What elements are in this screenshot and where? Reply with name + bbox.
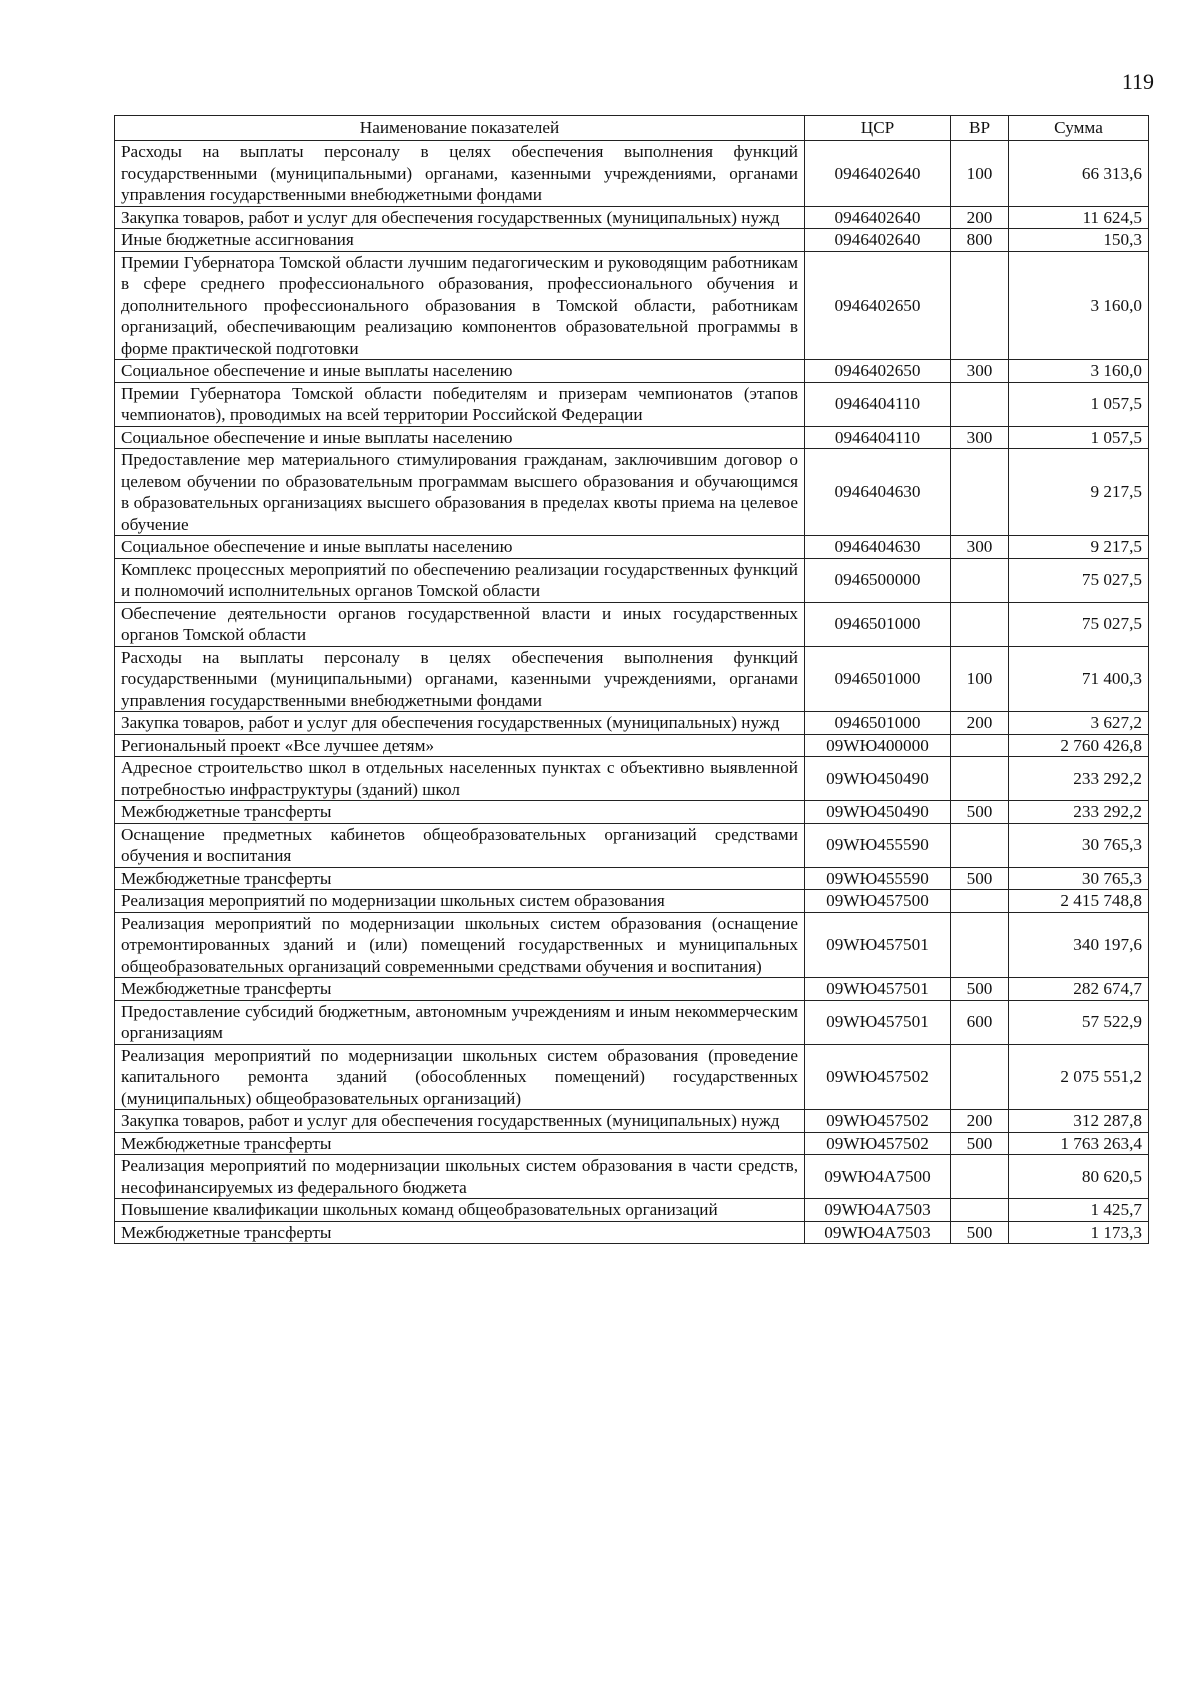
indicator-name-cell: Закупка товаров, работ и услуг для обеспечения государственных (муниципальных) нужд (115, 206, 805, 229)
table-row (115, 757, 1149, 801)
csr-code-cell: 09WЮ4A7503 (805, 1199, 951, 1222)
indicator-name-cell: Социальное обеспечение и иные выплаты населению (115, 360, 805, 383)
csr-code-cell: 09WЮ450490 (805, 801, 951, 824)
indicator-name-cell: Предоставление мер материального стимулирования гражданам, заключившим договор о целевом обучении по образовательным программам высшего образования и обучающимся в образовательных организациях высшего образования в пределах квоты приема на целевое обучение (115, 449, 805, 536)
csr-code-cell: 09WЮ4A7503 (805, 1221, 951, 1244)
amount-cell: 9 217,5 (1009, 449, 1149, 536)
vr-code-cell: 500 (951, 1221, 1009, 1244)
csr-code-cell: 09WЮ457501 (805, 1000, 951, 1044)
table-row (115, 1221, 1149, 1244)
column-header-sum: Сумма (1009, 116, 1149, 141)
amount-cell: 1 057,5 (1009, 382, 1149, 426)
vr-code-cell: 300 (951, 360, 1009, 383)
amount-cell: 1 057,5 (1009, 426, 1149, 449)
csr-code-cell: 09WЮ457502 (805, 1132, 951, 1155)
amount-cell: 71 400,3 (1009, 646, 1149, 712)
vr-code-cell (951, 1044, 1009, 1110)
table-row (115, 1132, 1149, 1155)
vr-code-cell (951, 823, 1009, 867)
table-header-row (115, 116, 1149, 141)
indicator-name-cell: Межбюджетные трансферты (115, 1132, 805, 1155)
page-number: 119 (1121, 69, 1154, 94)
amount-cell: 1 425,7 (1009, 1199, 1149, 1222)
vr-code-cell (951, 449, 1009, 536)
vr-code-cell: 100 (951, 646, 1009, 712)
csr-code-cell: 09WЮ457502 (805, 1110, 951, 1133)
csr-code-cell: 0946404110 (805, 382, 951, 426)
vr-code-cell: 500 (951, 867, 1009, 890)
csr-code-cell: 0946404630 (805, 449, 951, 536)
csr-code-cell: 0946404110 (805, 426, 951, 449)
table-row (115, 1000, 1149, 1044)
vr-code-cell: 500 (951, 1132, 1009, 1155)
vr-code-cell: 600 (951, 1000, 1009, 1044)
table-row (115, 536, 1149, 559)
csr-code-cell: 09WЮ457500 (805, 890, 951, 913)
indicator-name-cell: Обеспечение деятельности органов государственной власти и иных государственных органов Томской области (115, 602, 805, 646)
amount-cell: 312 287,8 (1009, 1110, 1149, 1133)
table-row (115, 646, 1149, 712)
vr-code-cell (951, 757, 1009, 801)
csr-code-cell: 09WЮ455590 (805, 867, 951, 890)
amount-cell: 233 292,2 (1009, 801, 1149, 824)
vr-code-cell: 500 (951, 978, 1009, 1001)
amount-cell: 2 760 426,8 (1009, 734, 1149, 757)
table-row (115, 712, 1149, 735)
table-row (115, 912, 1149, 978)
column-header-name: Наименование показателей (115, 116, 805, 141)
table-row (115, 734, 1149, 757)
indicator-name-cell: Реализация мероприятий по модернизации школьных систем образования (оснащение отремонтированных зданий и (или) помещений государственных и муниципальных общеобразовательных организаций современными средствами обучения и воспитания) (115, 912, 805, 978)
vr-code-cell: 300 (951, 426, 1009, 449)
indicator-name-cell: Межбюджетные трансферты (115, 978, 805, 1001)
amount-cell: 1 173,3 (1009, 1221, 1149, 1244)
amount-cell: 1 763 263,4 (1009, 1132, 1149, 1155)
csr-code-cell: 0946402650 (805, 251, 951, 360)
indicator-name-cell: Реализация мероприятий по модернизации школьных систем образования (115, 890, 805, 913)
amount-cell: 66 313,6 (1009, 141, 1149, 207)
indicator-name-cell: Социальное обеспечение и иные выплаты населению (115, 426, 805, 449)
amount-cell: 75 027,5 (1009, 558, 1149, 602)
csr-code-cell: 0946404630 (805, 536, 951, 559)
csr-code-cell: 0946402640 (805, 141, 951, 207)
csr-code-cell: 0946501000 (805, 646, 951, 712)
indicator-name-cell: Комплекс процессных мероприятий по обеспечению реализации государственных функций и полномочий исполнительных органов Томской области (115, 558, 805, 602)
indicator-name-cell: Межбюджетные трансферты (115, 1221, 805, 1244)
vr-code-cell: 500 (951, 801, 1009, 824)
table-row (115, 141, 1149, 207)
amount-cell: 9 217,5 (1009, 536, 1149, 559)
indicator-name-cell: Предоставление субсидий бюджетным, автономным учреждениям и иным некоммерческим организациям (115, 1000, 805, 1044)
csr-code-cell: 0946402640 (805, 206, 951, 229)
table-row (115, 801, 1149, 824)
indicator-name-cell: Реализация мероприятий по модернизации школьных систем образования в части средств, несофинансируемых из федерального бюджета (115, 1155, 805, 1199)
indicator-name-cell: Региональный проект «Все лучшее детям» (115, 734, 805, 757)
csr-code-cell: 0946501000 (805, 712, 951, 735)
table-row (115, 823, 1149, 867)
indicator-name-cell: Расходы на выплаты персоналу в целях обеспечения выполнения функций государственными (муниципальными) органами, казенными учреждениями, органами управления государственными внебюджетными фондами (115, 141, 805, 207)
indicator-name-cell: Реализация мероприятий по модернизации школьных систем образования (проведение капитального ремонта зданий (обособленных помещений) государственных (муниципальных) общеобразовательных организаций) (115, 1044, 805, 1110)
table-row (115, 1155, 1149, 1199)
indicator-name-cell: Закупка товаров, работ и услуг для обеспечения государственных (муниципальных) нужд (115, 1110, 805, 1133)
csr-code-cell: 0946500000 (805, 558, 951, 602)
table-row (115, 426, 1149, 449)
vr-code-cell: 300 (951, 536, 1009, 559)
csr-code-cell: 0946402640 (805, 229, 951, 252)
vr-code-cell (951, 912, 1009, 978)
amount-cell: 75 027,5 (1009, 602, 1149, 646)
amount-cell: 150,3 (1009, 229, 1149, 252)
vr-code-cell (951, 1199, 1009, 1222)
vr-code-cell: 200 (951, 1110, 1009, 1133)
csr-code-cell: 09WЮ457501 (805, 978, 951, 1001)
table-row (115, 449, 1149, 536)
csr-code-cell: 09WЮ455590 (805, 823, 951, 867)
vr-code-cell: 200 (951, 712, 1009, 735)
indicator-name-cell: Межбюджетные трансферты (115, 801, 805, 824)
csr-code-cell: 09WЮ4A7500 (805, 1155, 951, 1199)
indicator-name-cell: Закупка товаров, работ и услуг для обеспечения государственных (муниципальных) нужд (115, 712, 805, 735)
vr-code-cell (951, 734, 1009, 757)
csr-code-cell: 09WЮ400000 (805, 734, 951, 757)
vr-code-cell: 100 (951, 141, 1009, 207)
amount-cell: 282 674,7 (1009, 978, 1149, 1001)
amount-cell: 340 197,6 (1009, 912, 1149, 978)
vr-code-cell (951, 1155, 1009, 1199)
vr-code-cell (951, 251, 1009, 360)
table-row (115, 1044, 1149, 1110)
budget-table (114, 115, 1149, 1244)
amount-cell: 2 415 748,8 (1009, 890, 1149, 913)
column-header-csr: ЦСР (805, 116, 951, 141)
amount-cell: 2 075 551,2 (1009, 1044, 1149, 1110)
amount-cell: 3 627,2 (1009, 712, 1149, 735)
amount-cell: 233 292,2 (1009, 757, 1149, 801)
csr-code-cell: 09WЮ450490 (805, 757, 951, 801)
table-row (115, 382, 1149, 426)
amount-cell: 3 160,0 (1009, 360, 1149, 383)
indicator-name-cell: Оснащение предметных кабинетов общеобразовательных организаций средствами обучения и воспитания (115, 823, 805, 867)
amount-cell: 80 620,5 (1009, 1155, 1149, 1199)
vr-code-cell: 800 (951, 229, 1009, 252)
amount-cell: 3 160,0 (1009, 251, 1149, 360)
csr-code-cell: 0946501000 (805, 602, 951, 646)
amount-cell: 57 522,9 (1009, 1000, 1149, 1044)
table-row (115, 602, 1149, 646)
table-row (115, 1199, 1149, 1222)
table-row (115, 206, 1149, 229)
vr-code-cell: 200 (951, 206, 1009, 229)
column-header-vr: ВР (951, 116, 1009, 141)
table-row (115, 558, 1149, 602)
indicator-name-cell: Иные бюджетные ассигнования (115, 229, 805, 252)
amount-cell: 30 765,3 (1009, 823, 1149, 867)
indicator-name-cell: Адресное строительство школ в отдельных населенных пунктах с объективно выявленной потребностью инфраструктуры (зданий) школ (115, 757, 805, 801)
table-row (115, 867, 1149, 890)
table-row (115, 229, 1149, 252)
indicator-name-cell: Социальное обеспечение и иные выплаты населению (115, 536, 805, 559)
indicator-name-cell: Премии Губернатора Томской области лучшим педагогическим и руководящим работникам в сфере среднего профессионального образования, профессионального обучения и дополнительного профессионального образования в Томской области, работникам организаций, обеспечивающим реализацию компонентов образовательной программы в форме практической подготовки (115, 251, 805, 360)
csr-code-cell: 0946402650 (805, 360, 951, 383)
vr-code-cell (951, 890, 1009, 913)
indicator-name-cell: Премии Губернатора Томской области победителям и призерам чемпионатов (этапов чемпионатов), проводимых на всей территории Российской Федерации (115, 382, 805, 426)
vr-code-cell (951, 382, 1009, 426)
csr-code-cell: 09WЮ457501 (805, 912, 951, 978)
indicator-name-cell: Повышение квалификации школьных команд общеобразовательных организаций (115, 1199, 805, 1222)
table-row (115, 251, 1149, 360)
csr-code-cell: 09WЮ457502 (805, 1044, 951, 1110)
vr-code-cell (951, 558, 1009, 602)
table-body (115, 141, 1149, 1244)
amount-cell: 30 765,3 (1009, 867, 1149, 890)
table-row (115, 978, 1149, 1001)
table-row (115, 360, 1149, 383)
indicator-name-cell: Межбюджетные трансферты (115, 867, 805, 890)
amount-cell: 11 624,5 (1009, 206, 1149, 229)
indicator-name-cell: Расходы на выплаты персоналу в целях обеспечения выполнения функций государственными (муниципальными) органами, казенными учреждениями, органами управления государственными внебюджетными фондами (115, 646, 805, 712)
table-row (115, 890, 1149, 913)
vr-code-cell (951, 602, 1009, 646)
table-row (115, 1110, 1149, 1133)
